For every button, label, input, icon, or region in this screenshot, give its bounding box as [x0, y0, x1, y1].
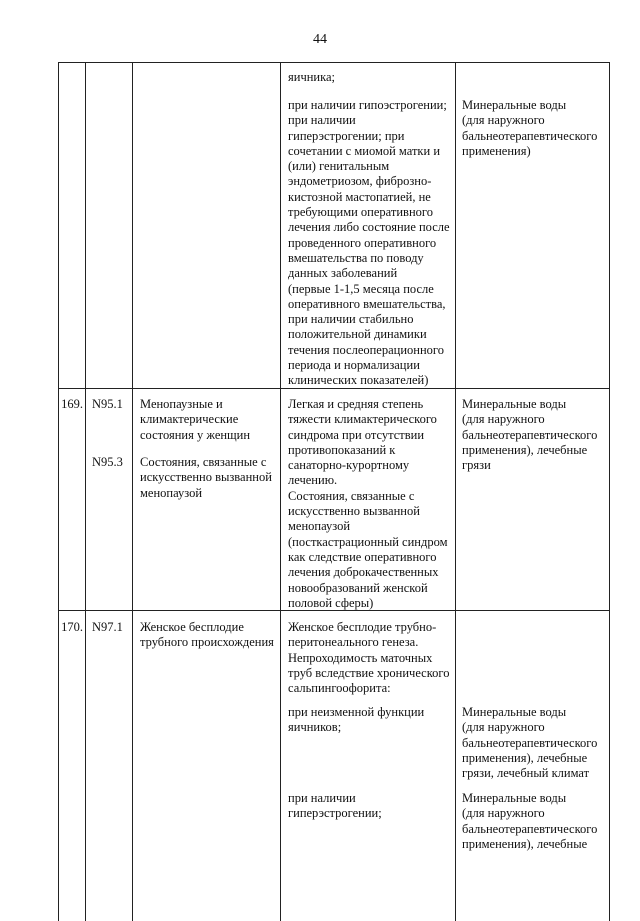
row-169-treatment: Минеральные воды (для наружного бальнеотерапевтического применения), лечебные грязи: [462, 397, 598, 473]
column-divider: [280, 63, 281, 921]
row-170-diagnosis: Женское бесплодие трубного происхождения: [140, 620, 274, 650]
row-169-code-1: N95.1: [92, 397, 123, 411]
row-170-treatment-b: Минеральные воды (для наружного бальнеотерапевтического применения), лечебные: [462, 791, 598, 851]
row-170-number: 170.: [61, 620, 83, 634]
row-170-code: N97.1: [92, 620, 123, 634]
indications-table: [58, 62, 610, 921]
row-cont-treatment-b: Минеральные воды (для наружного бальнеотерапевтического применения): [462, 98, 598, 158]
row-cont-condition-a: яичника;: [288, 70, 336, 84]
row-169-diagnosis-2: Состояния, связанные с искусственно вызванной менопаузой: [140, 455, 272, 500]
row-170-treatment-a: Минеральные воды (для наружного бальнеотерапевтического применения), лечебные грязи, лечебный климат: [462, 705, 598, 781]
column-divider: [85, 63, 86, 921]
page-number: 44: [313, 32, 327, 47]
row-169-diagnosis-1: Менопаузные и климактерические состояния у женщин: [140, 397, 251, 442]
row-169-number: 169.: [61, 397, 83, 411]
row-169-condition: Легкая и средняя степень тяжести климактерического синдрома при отсутствии противопоказаний к санаторно-курортному лечению. Состояния, связанные с искусственно вызванной менопаузой (посткастрационный синдром как следствие оперативного лечения доброкачественных новообразований женской половой сферы): [288, 397, 448, 610]
row-cont-condition-b: при наличии гипоэстрогении; при наличии гиперэстрогении; при сочетании с миомой матки и (или) генитальным эндометриозом, фиброзно- кистозной мастопатией, не требующими оперативного лечения либо состояние после проведенного оперативного вмешательства по поводу данных заболеваний (первые 1-1,5 месяца после оперативного вмешательства, при наличии стабильно положительной динамики течения послеоперационного периода и нормализации клинических показателей): [288, 98, 450, 388]
row-170-condition-b: при наличии гиперэстрогении;: [288, 791, 382, 821]
row-169-code-2: N95.3: [92, 455, 123, 469]
column-divider: [132, 63, 133, 921]
row-170-condition-intro: Женское бесплодие трубно- перитонеального генеза. Непроходимость маточных труб вследствие хронического сальпингоофорита:: [288, 620, 450, 696]
row-170-condition-a: при неизменной функции яичников;: [288, 705, 425, 735]
